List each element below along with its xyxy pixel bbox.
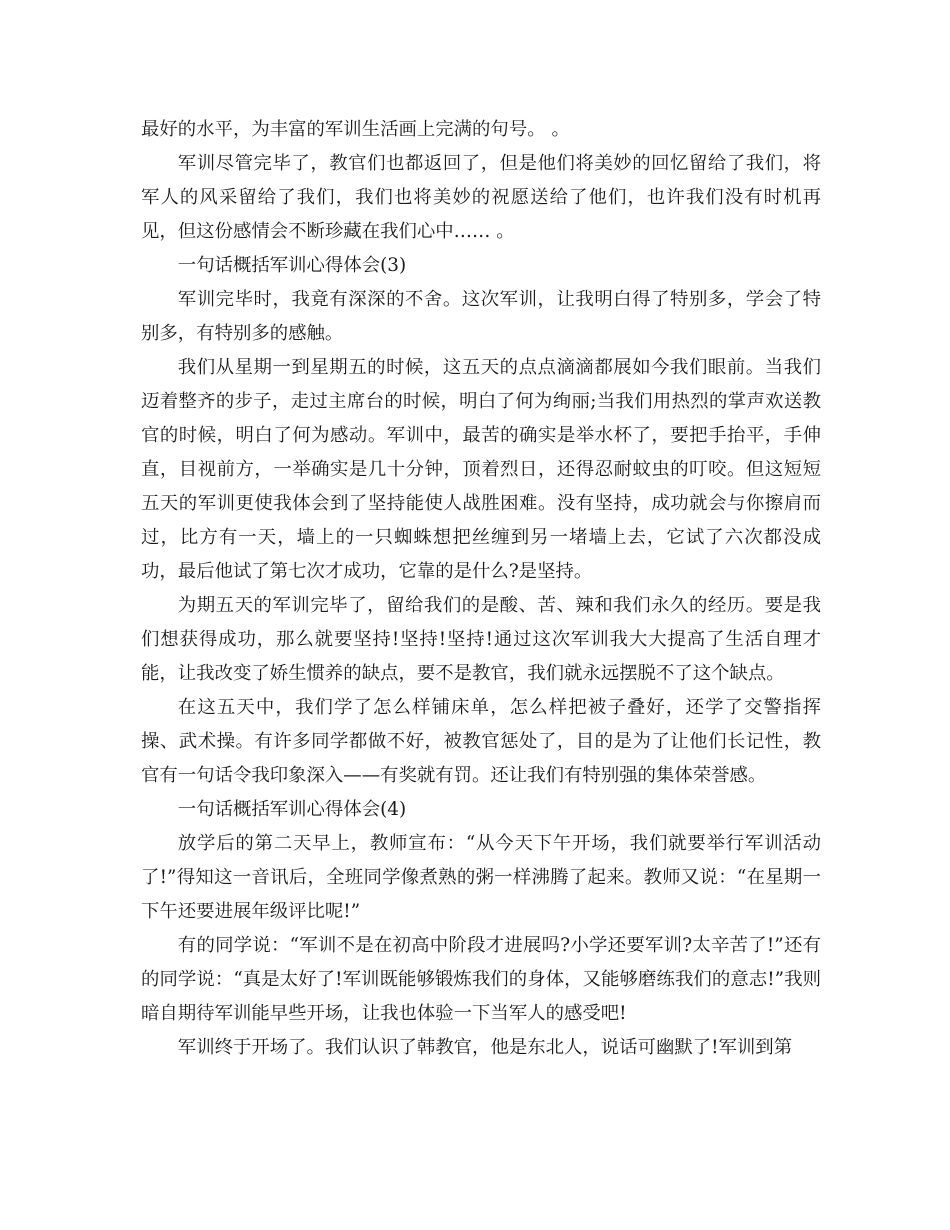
section-heading-4: 一句话概括军训心得体会(4) bbox=[177, 799, 407, 820]
paragraph-classmates-reaction: 有的同学说：“军训不是在初高中阶段才进展吗?小学还要军训?太辛苦了!”还有的同学说：“真是太好了!军训既能够锻炼我们的身体，又能够磨练我们的意志!”我则暗自期待军训能早些开场，让我也体验一下当军人的感受吧! bbox=[141, 935, 821, 1024]
paragraph-training-begins: 军训终于开场了。我们认识了韩教官，他是东北人，说话可幽默了!军训到第 bbox=[177, 1037, 793, 1058]
paragraph-farewell: 军训尽管完毕了，教官们也都返回了，但是他们将美妙的回忆留给了我们，将军人的风采留给了我们，我们也将美妙的祝愿送给了他们，也许我们没有时机再见，但这份感情会不断珍藏在我们心中…… 。 bbox=[141, 153, 821, 242]
section-heading-3: 一句话概括军训心得体会(3) bbox=[177, 255, 407, 276]
paragraph-announcement: 放学后的第二天早上，教师宣布：“从今天下午开场，我们就要举行军训活动了!”得知这一音讯后，全班同学像煮熟的粥一样沸腾了起来。教师又说：“在星期一下午还要进展年级评比呢!” bbox=[141, 833, 821, 922]
paragraph-skills-learned: 在这五天中，我们学了怎么样铺床单，怎么样把被子叠好，还学了交警指挥操、武术操。有许多同学都做不好，被教官惩处了，目的是为了让他们长记性，教官有一句话令我印象深入——有奖就有罚。还让我们有特别强的集体荣誉感。 bbox=[141, 697, 821, 786]
paragraph-persistence: 为期五天的军训完毕了，留给我们的是酸、苦、辣和我们永久的经历。要是我们想获得成功，那么就要坚持!坚持!坚持!通过这次军训我大大提高了生活自理才能，让我改变了娇生惯养的缺点，要不是教官，我们就永远摆脱不了这个缺点。 bbox=[141, 595, 821, 684]
document-body bbox=[141, 113, 821, 1065]
paragraph-five-days: 我们从星期一到星期五的时候，这五天的点点滴滴都展如今我们眼前。当我们迈着整齐的步子，走过主席台的时候，明白了何为绚丽;当我们用热烈的掌声欢送教官的时候，明白了何为感动。军训中，最苦的确实是举水杯了，要把手抬平，手伸直，目视前方，一举确实是几十分钟，顶着烈日，还得忍耐蚊虫的叮咬。但这短短五天的军训更使我体会到了坚持能使人战胜困难。没有坚持，成功就会与你擦肩而过，比方有一天，墙上的一只蜘蛛想把丝缠到另一堵墙上去，它试了六次都没成功，最后他试了第七次才成功，它靠的是什么?是坚持。 bbox=[141, 357, 821, 582]
paragraph-continuation: 最好的水平，为丰富的军训生活画上完满的句号。 。 bbox=[141, 119, 570, 140]
paragraph-reluctance: 军训完毕时，我竟有深深的不舍。这次军训，让我明白得了特别多，学会了特别多，有特别多的感触。 bbox=[141, 289, 821, 344]
